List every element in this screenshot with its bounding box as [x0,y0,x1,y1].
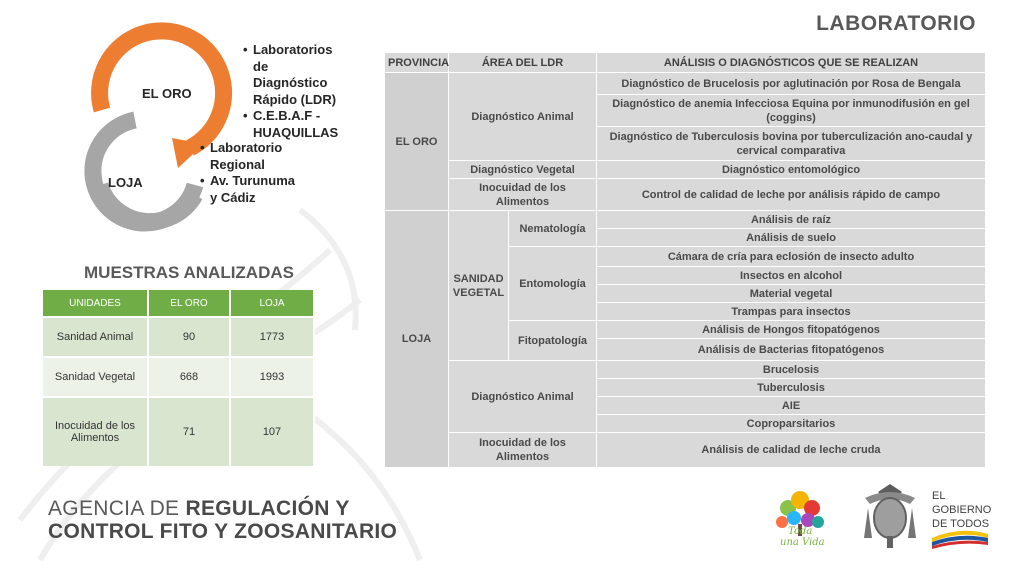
area-diag-vegetal: Diagnóstico Vegetal [449,161,597,179]
area-diag-animal: Diagnóstico Animal [449,73,597,161]
agency-name [48,497,397,543]
loja-ring-tail [100,185,195,222]
sub-entomologia: Entomología [509,247,597,321]
analysis-cell: Diagnóstico entomológico [597,161,986,179]
analysis-cell: Control de calidad de leche por análisis rápido de campo [597,179,986,211]
provincia-el-oro: EL ORO [385,73,449,211]
agency-line1-light: AGENCIA DE [48,497,186,520]
header-provincia: PROVINCIA [385,53,449,73]
analysis-cell: Análisis de Bacterias fitopatógenos [597,339,986,361]
analysis-cell: Diagnóstico de anemia Infecciosa Equina por inmunodifusión en gel (coggins) [597,95,986,127]
loja-cell: 107 [231,396,315,466]
table-row [385,361,986,379]
analysis-cell: Brucelosis [597,361,986,379]
analysis-cell: Trampas para insectos [597,303,986,321]
analysis-cell: Análisis de suelo [597,229,986,247]
loja-cell: 1773 [231,316,315,356]
analysis-cell: Material vegetal [597,285,986,303]
analysis-cell: Análisis de raíz [597,211,986,229]
analysis-cell: Insectos en alcohol [597,267,986,285]
header-unidades: UNIDADES [43,290,149,316]
area-inocuidad: Inocuidad de los Alimentos [449,179,597,211]
agency-line2: CONTROL FITO Y ZOOSANITARIO [48,520,398,543]
agency-line1-bold: REGULACIÓN Y [185,497,350,520]
header-area: ÁREA DEL LDR [449,53,597,73]
slide-title: LABORATORIO [816,12,976,35]
gobierno-text [932,489,991,531]
area-inocuidad-loja: Inocuidad de los Alimentos [449,433,597,468]
loja-bullets [200,140,295,206]
area-sanidad-vegetal: SANIDAD VEGETAL [449,211,509,361]
lab-analysis-table [384,52,986,468]
el-oro-bullet: • C.E.B.A.F - HUAQUILLAS [243,108,338,141]
gobierno-line: GOBIERNO [932,504,992,516]
analysis-cell: Análisis de calidad de leche cruda [597,433,986,468]
header-loja: LOJA [231,290,315,316]
el-oro-cell: 90 [149,316,231,356]
el-oro-bullet: • Laboratorios de Diagnóstico Rápido (LDR) [243,42,338,108]
muestras-title: MUESTRAS ANALIZADAS [84,263,294,282]
unit-cell: Sanidad Animal [43,316,149,356]
header-el-oro: EL ORO [149,290,231,316]
cycle-diagram [40,20,390,260]
analysis-cell: Tuberculosis [597,379,986,397]
samples-table [43,290,315,466]
toda-una-vida-logo [776,491,825,548]
loja-cell: 1993 [231,356,315,396]
loja-bullet: • Laboratorio Regional [200,140,295,173]
lab-header-row [385,53,986,73]
table-row [43,316,315,356]
unit-cell: Sanidad Vegetal [43,356,149,396]
provincia-loja: LOJA [385,211,449,468]
table-row [43,396,315,466]
analysis-cell: Coproparsitarios [597,415,986,433]
el-oro-cell: 668 [149,356,231,396]
gobierno-line: DE TODOS [932,518,990,530]
table-row [385,73,986,95]
sub-nematologia: Nematología [509,211,597,247]
analysis-cell: Diagnóstico de Tuberculosis bovina por tuberculización ano-caudal y cervical comparativa [597,127,986,161]
el-oro-label: EL ORO [142,86,192,101]
loja-bullet: • Av. Turunuma y Cádiz [200,173,295,206]
table-row [385,211,986,229]
table-row [385,161,986,179]
table-row [385,179,986,211]
sub-fitopatologia: Fitopatología [509,321,597,361]
loja-label: LOJA [108,175,143,190]
toda-text: Toda [788,526,813,537]
analysis-cell: Diagnóstico de Brucelosis por aglutinación por Rosa de Bengala [597,73,986,95]
gobierno-swoosh-icon [932,531,988,549]
analysis-cell: Análisis de Hongos fitopatógenos [597,321,986,339]
area-diag-animal-loja: Diagnóstico Animal [449,361,597,433]
table-row [43,356,315,396]
analysis-cell: Cámara de cría para eclosión de insecto adulto [597,247,986,267]
el-oro-bullets [243,42,338,141]
el-oro-cell: 71 [149,396,231,466]
gobierno-line: EL [932,490,946,502]
coat-of-arms-icon [864,484,916,548]
header-analisis: ANÁLISIS O DIAGNÓSTICOS QUE SE REALIZAN [597,53,986,73]
samples-header-row [43,290,315,316]
unit-cell: Inocuidad de los Alimentos [43,396,149,466]
analysis-cell: AIE [597,397,986,415]
table-row [385,433,986,468]
una-vida-text: una Vida [780,537,825,548]
